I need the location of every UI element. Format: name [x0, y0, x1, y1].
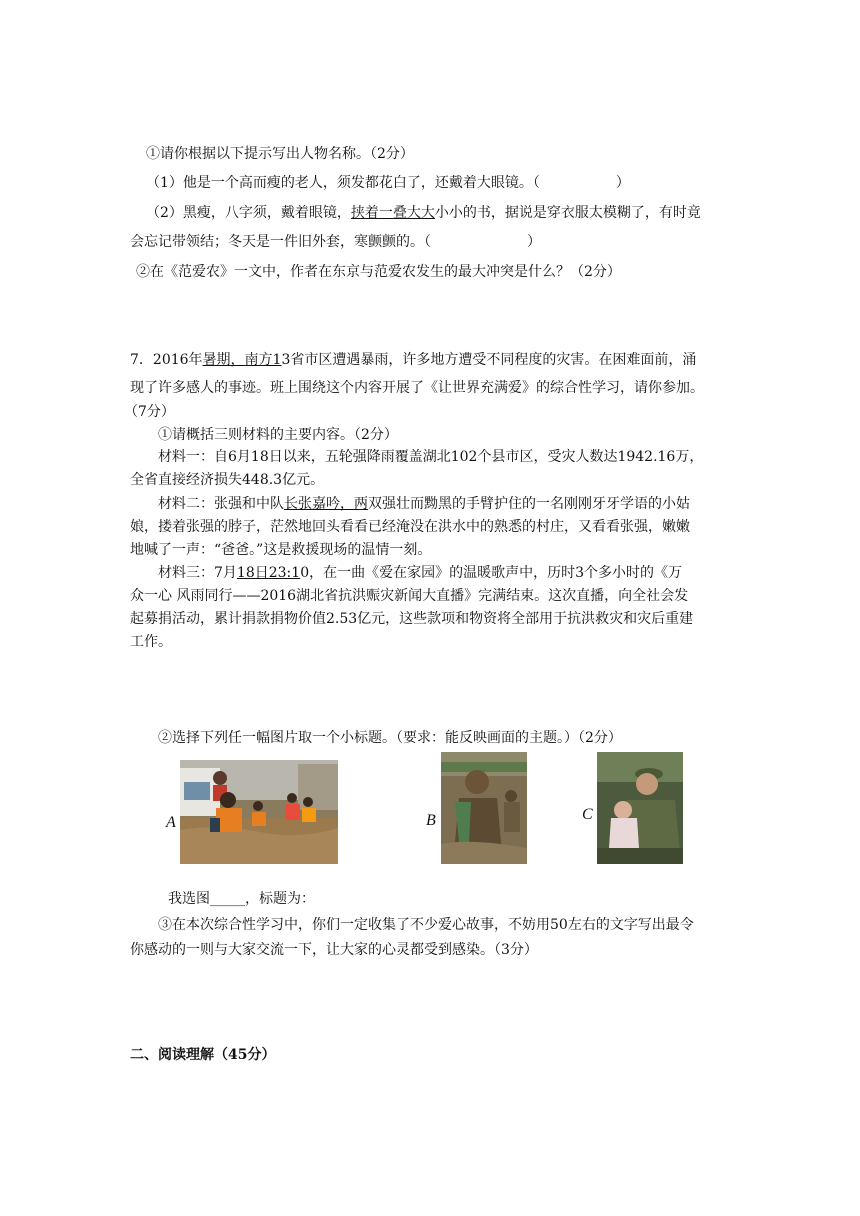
- material-1-line1: 材料一：自6月18日以来，五轮强降雨覆盖湖北102个县市区，受灾人数达1942.16万，: [158, 449, 704, 465]
- q6-sub1: ①请你根据以下提示写出人物名称。（2分）: [146, 146, 414, 162]
- material-3-line4: 工作。: [130, 634, 172, 650]
- q6-item1: [146, 173, 630, 193]
- material-3-b: 0，在一曲《爱在家园》的温暖歌声中，历时3个多小时的《万: [300, 565, 683, 581]
- photo-c-soldier-with-child[interactable]: [597, 752, 683, 864]
- material-3-line2: 众一心 风雨同行——2016湖北省抗洪赈灾新闻大直播》完满结束。这次直播，向全社会发: [130, 588, 689, 604]
- q6-item2-line2-text: 会忘记带领结；冬天是一件旧外套，寒颤颤的。（: [130, 234, 431, 250]
- material-2-b: 双强壮而黝黑的手臂护住的一名刚刚牙牙学语的小姑: [368, 496, 690, 512]
- material-2-line1: [158, 494, 690, 514]
- choose-picture-line: 我选图_____，标题为：: [168, 891, 315, 907]
- q7-sub3-line2: 你感动的一则与大家交流一下，让大家的心灵都受到感染。（3分）: [130, 942, 538, 958]
- q7-intro-b: 3省市区遭遇暴雨，许多地方遭受不同程度的灾害。在困难面前，涌: [281, 352, 697, 368]
- material-1-line2: 全省直接经济损失448.3亿元。: [130, 472, 325, 488]
- q6-item2-underlined: 挟着一叠大大: [350, 205, 435, 221]
- material-3-line3: 起募捐活动，累计捐款捐物价值2.53亿元，这些款项和物资将全部用于抗洪救灾和灾后重建: [130, 611, 694, 627]
- photo-b-muddy-soldier[interactable]: [441, 752, 527, 864]
- photo-b-label: B: [426, 812, 436, 829]
- photo-a-label: A: [166, 814, 176, 831]
- q6-item1-close: ）: [615, 175, 630, 191]
- material-2-underlined: 长张嘉吟，两: [284, 496, 368, 512]
- q6-item2-line2: [130, 232, 541, 252]
- q7-sub2: ②选择下列任一幅图片取一个小标题。（要求：能反映画面的主题。）（2分）: [158, 730, 622, 746]
- material-3-underlined: 18日23:1: [236, 565, 301, 581]
- photo-c-label: C: [582, 806, 593, 823]
- q6-item2-close: ）: [527, 234, 541, 250]
- section-heading-reading: 二、阅读理解（45分）: [130, 1047, 276, 1063]
- q7-intro-a: 7．2016年: [130, 352, 203, 368]
- material-2-line3: 地喊了一声：“爸爸。”这是救援现场的温情一刻。: [130, 542, 432, 558]
- material-2-line2: 娘，搂着张强的脖子，茫然地回头看看已经淹没在洪水中的熟悉的村庄，又看看张强，嫩嫩: [130, 519, 690, 535]
- q7-intro: [130, 350, 696, 370]
- q7-sub3-line1: ③在本次综合性学习中，你们一定收集了不少爱心故事，不妨用50左右的文字写出最令: [158, 917, 694, 933]
- q7-sub1: ①请概括三则材料的主要内容。（2分）: [158, 427, 398, 443]
- material-2-a: 材料二：张强和中队: [158, 496, 284, 512]
- q7-intro-line3: （7分）: [124, 404, 175, 420]
- q7-intro-line2: 现了许多感人的事迹。班上围绕这个内容开展了《让世界充满爱》的综合性学习，请你参加。: [130, 380, 704, 396]
- material-3-line1: [158, 563, 682, 583]
- q6-item2: [146, 203, 701, 223]
- photo-a-flood-rescue[interactable]: [180, 760, 338, 864]
- material-3-a: 材料三：7月: [158, 565, 237, 581]
- q7-intro-underlined: 暑期，南方1: [202, 352, 282, 368]
- q6-sub2: ②在《范爱农》一文中，作者在东京与范爱农发生的最大冲突是什么？（2分）: [136, 264, 621, 280]
- q6-item1-text: （1）他是一个高而瘦的老人，须发都花白了，还戴着大眼镜。（: [146, 175, 540, 191]
- q6-item2-text-b: 小小的书，据说是穿衣服太模糊了，有时竟: [434, 205, 701, 221]
- q6-item2-text-a: （2）黑瘦，八字须，戴着眼镜，: [146, 205, 351, 221]
